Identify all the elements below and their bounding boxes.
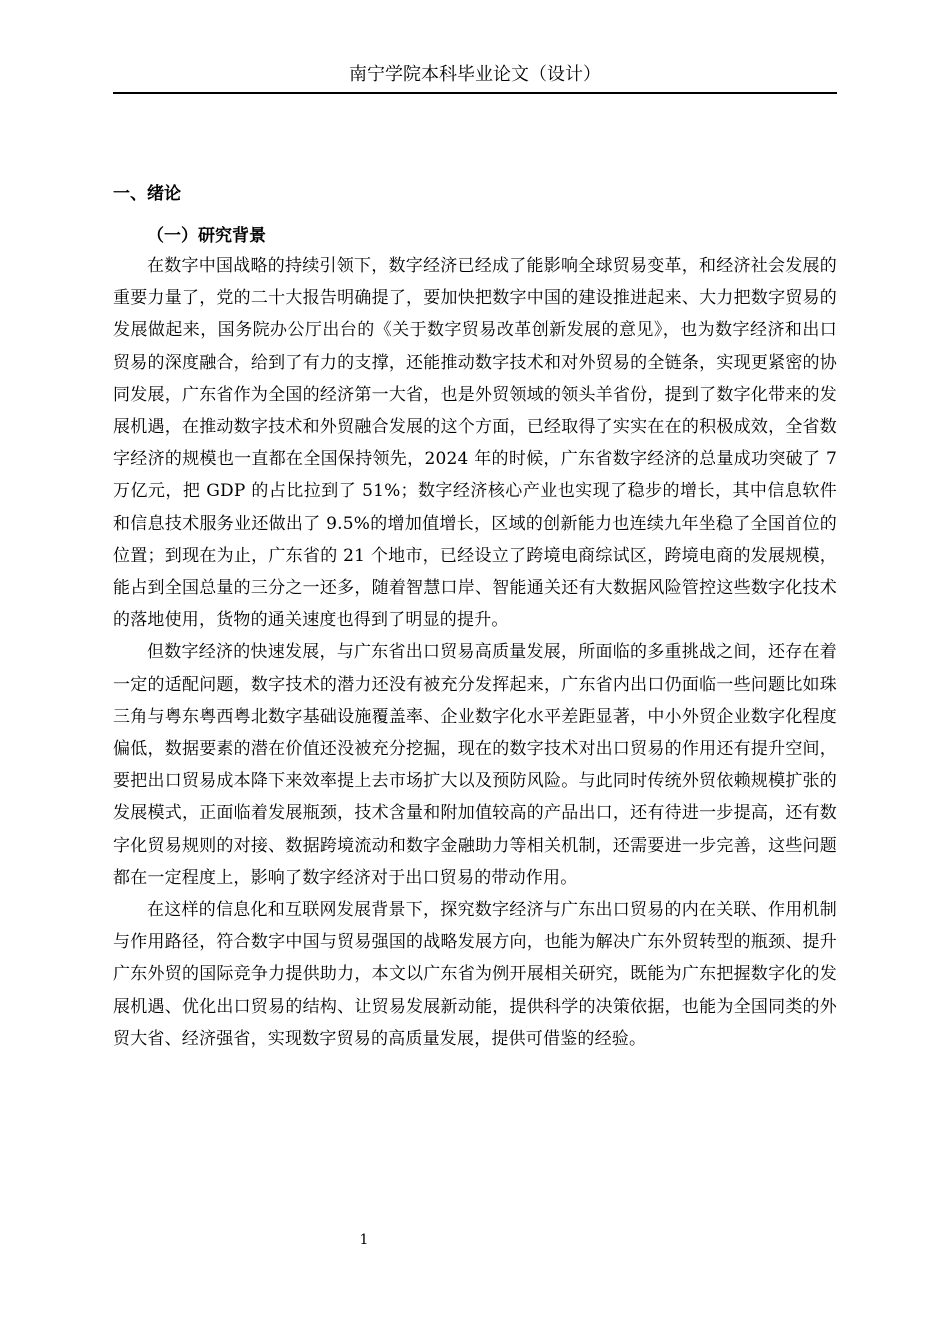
- paragraph: 在这样的信息化和互联网发展背景下，探究数字经济与广东出口贸易的内在关联、作用机制与作用路径，符合数字中国与贸易强国的战略发展方向，也能为解决广东外贸转型的瓶颈、提升广东外贸的国际竞争力提供助力，本文以广东省为例开展相关研究，既能为广东把握数字化的发展机遇、优化出口贸易的结构、让贸易发展新动能，提供科学的决策依据，也能为全国同类的外贸大省、经济强省，实现数字贸易的高质量发展，提供可借鉴的经验。: [113, 900, 837, 1049]
- paragraph: 但数字经济的快速发展，与广东省出口贸易高质量发展，所面临的多重挑战之间，还存在着一定的适配问题，数字技术的潜力还没有被充分发挥起来，广东省内出口仍面临一些问题比如珠三角与粤东粤西粤北数字基础设施覆盖率、企业数字化水平差距显著，中小外贸企业数字化程度偏低，数据要素的潜在价值还没被充分挖掘，现在的数字技术对出口贸易的作用还有提升空间，要把出口贸易成本降下来效率提上去市场扩大以及预防风险。与此同时传统外贸依赖规模扩张的发展模式，正面临着发展瓶颈，技术含量和附加值较高的产品出口，还有待进一步提高，还有数字化贸易规则的对接、数据跨境流动和数字金融助力等相关机制，还需要进一步完善，这些问题都在一定程度上，影响了数字经济对于出口贸易的带动作用。: [113, 642, 837, 888]
- paragraph: 在数字中国战略的持续引领下，数字经济已经成了能影响全球贸易变革，和经济社会发展的重要力量了，党的二十大报告明确提了，要加快把数字中国的建设推进起来、大力把数字贸易的发展做起来，国务院办公厅出台的《关于数字贸易改革创新发展的意见》，也为数字经济和出口贸易的深度融合，给到了有力的支撑，还能推动数字技术和对外贸易的全链条，实现更紧密的协同发展，广东省作为全国的经济第一大省，也是外贸领域的领头羊省份，提到了数字化带来的发展机遇，在推动数字技术和外贸融合发展的这个方面，已经取得了实实在在的积极成效，全省数字经济的规模也一直都在全国保持领先，2024 年的时候，广东省数字经济的总量成功突破了 7 万亿元，把 GDP 的占比拉到了 51%；数字经济核心产业也实现了稳步的增长，其中信息软件和信息技术服务业还做出了 9.5%的增加值增长，区域的创新能力也连续九年坐稳了全国首位的位置；到现在为止，广东省的 21 个地市，已经设立了跨境电商综试区，跨境电商的发展规模，能占到全国总量的三分之一还多，随着智慧口岸、智能通关还有大数据风险管控这些数字化技术的落地使用，货物的通关速度也得到了明显的提升。: [113, 256, 837, 631]
- page-number: 1: [359, 1232, 369, 1248]
- header-title: 南宁学院本科毕业论文（设计）: [349, 64, 601, 85]
- page-header: [113, 58, 837, 94]
- document-body: [113, 178, 837, 1055]
- subsection-title: （一）研究背景: [147, 226, 266, 246]
- section-title: 一、绪论: [113, 184, 181, 204]
